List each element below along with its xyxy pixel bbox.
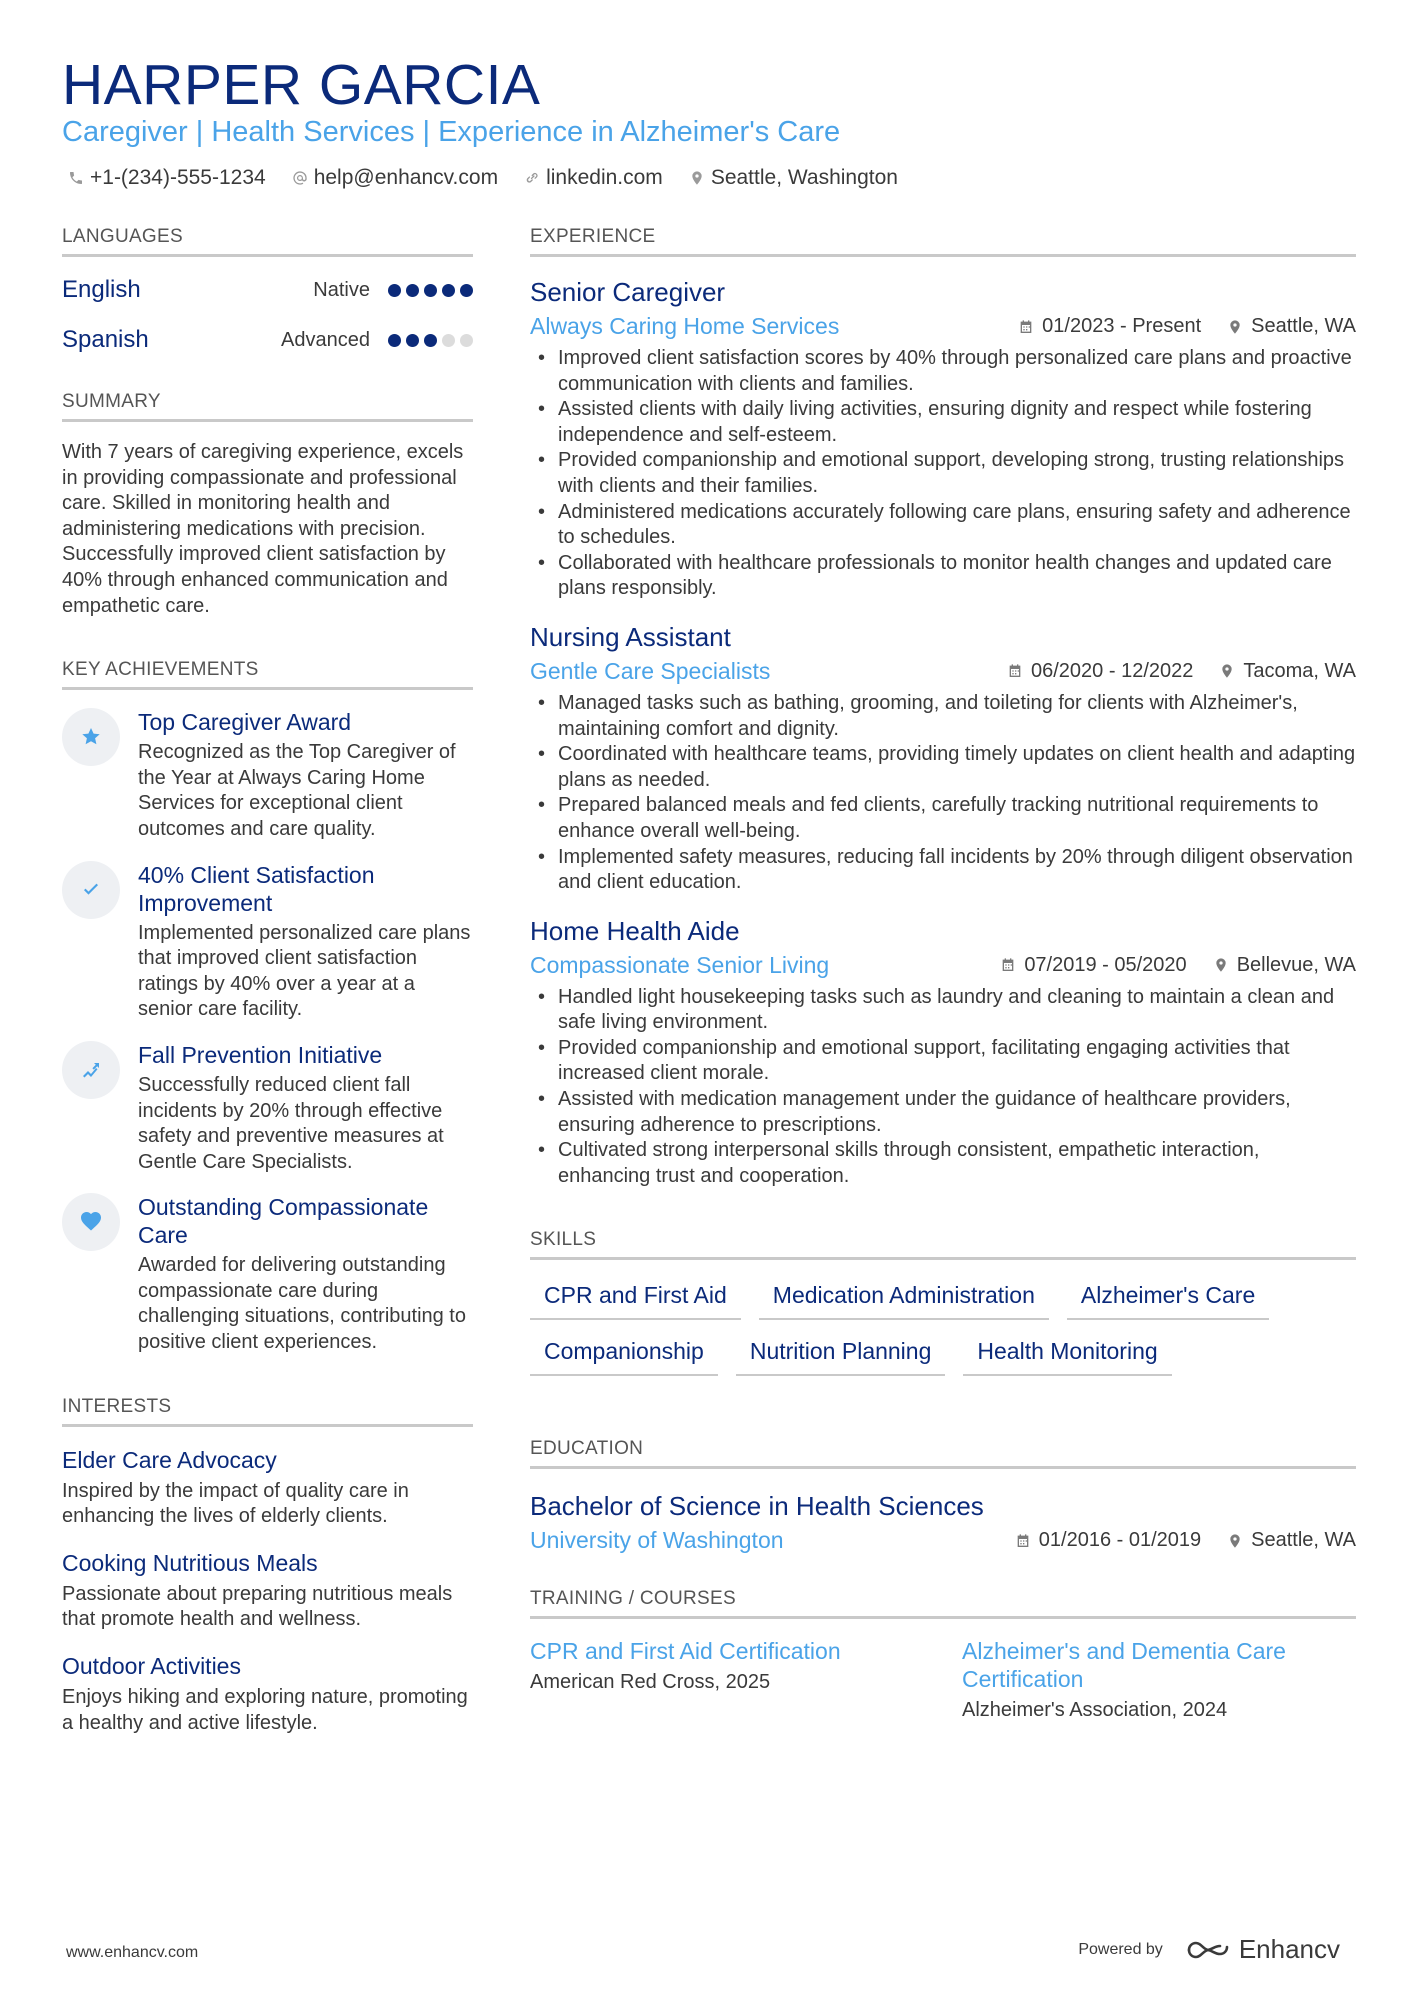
interest-description: Inspired by the impact of quality care in enhancing the lives of elderly clients. bbox=[62, 1479, 409, 1528]
achievement-item bbox=[62, 861, 473, 1023]
job-bullet: • Collaborated with healthcare professionals to monitor health changes and updated care plans responsibly. bbox=[530, 551, 1356, 602]
enhancv-logo-icon bbox=[1185, 1938, 1231, 1962]
proficiency-dot-empty bbox=[442, 334, 455, 347]
job-bullet: • Implemented safety measures, reducing fall incidents by 20% through diligent observation and client education. bbox=[530, 845, 1356, 896]
achievement-body bbox=[138, 1041, 473, 1175]
education-school: University of Washington bbox=[530, 1527, 784, 1554]
interests-heading: INTERESTS bbox=[62, 1396, 473, 1427]
achievement-body bbox=[138, 861, 473, 1023]
skills-list bbox=[530, 1274, 1356, 1376]
calendar-icon bbox=[1015, 1533, 1031, 1549]
job-bullet: • Provided companionship and emotional support, facilitating engaging activities that increased client morale. bbox=[530, 1036, 1356, 1087]
at-icon bbox=[292, 170, 308, 186]
course-title: CPR and First Aid Certification bbox=[530, 1638, 841, 1665]
map-pin-icon bbox=[1213, 957, 1229, 973]
achievement-body bbox=[138, 1193, 473, 1355]
job-entry bbox=[530, 620, 1356, 896]
skill-tag: Medication Administration bbox=[759, 1274, 1049, 1320]
contact-phone-text: +1-(234)-555-1234 bbox=[90, 166, 266, 189]
course-provider: American Red Cross, 2025 bbox=[530, 1671, 771, 1694]
job-location bbox=[1219, 660, 1356, 683]
job-location-text: Seattle, WA bbox=[1251, 315, 1356, 337]
job-dates bbox=[1000, 954, 1186, 977]
training-list bbox=[530, 1637, 1356, 1722]
language-proficiency-dots bbox=[388, 334, 473, 347]
job-bullet: • Improved client satisfaction scores by 40% through personalized care plans and proactive communication with clients and families. bbox=[530, 346, 1356, 397]
proficiency-dot-filled bbox=[406, 284, 419, 297]
map-pin-icon bbox=[1227, 319, 1243, 335]
job-bullets bbox=[530, 691, 1356, 896]
trend-icon bbox=[79, 1058, 103, 1082]
summary-heading: SUMMARY bbox=[62, 391, 473, 422]
proficiency-dot-filled bbox=[442, 284, 455, 297]
education-location bbox=[1227, 1529, 1356, 1552]
proficiency-dot-empty bbox=[460, 334, 473, 347]
education-location-text: Seattle, WA bbox=[1251, 1529, 1356, 1552]
job-meta bbox=[530, 313, 1356, 340]
languages-list bbox=[62, 265, 473, 365]
job-location-text: Bellevue, WA bbox=[1236, 953, 1356, 976]
job-entry bbox=[530, 914, 1356, 1190]
language-level: Native bbox=[313, 278, 370, 301]
job-location-text: Tacoma, WA bbox=[1243, 659, 1356, 682]
contact-linkedin[interactable] bbox=[524, 166, 663, 190]
job-entry bbox=[530, 275, 1356, 602]
job-dates-text: 06/2020 - 12/2022 bbox=[1031, 659, 1194, 682]
language-name: Spanish bbox=[62, 326, 149, 353]
job-bullet: • Assisted clients with daily living activities, ensuring dignity and respect while fostering independence and self-esteem. bbox=[530, 397, 1356, 448]
interest-description: Passionate about preparing nutritious meals that promote health and wellness. bbox=[62, 1582, 453, 1631]
job-title: Nursing Assistant bbox=[530, 621, 731, 652]
language-item bbox=[62, 265, 473, 315]
proficiency-dot-filled bbox=[424, 284, 437, 297]
job-title: Home Health Aide bbox=[530, 915, 740, 946]
job-location bbox=[1213, 954, 1356, 977]
job-dates-text: 01/2023 - Present bbox=[1042, 315, 1202, 337]
education-heading: EDUCATION bbox=[530, 1438, 1356, 1469]
job-dates bbox=[1018, 315, 1201, 338]
experience-heading: EXPERIENCE bbox=[530, 226, 1356, 257]
map-pin-icon bbox=[1219, 663, 1235, 679]
job-meta bbox=[530, 658, 1356, 685]
achievement-description: Recognized as the Top Caregiver of the Year at Always Caring Home Services for exceptional client outcomes and care quality. bbox=[138, 741, 456, 840]
achievement-title: 40% Client Satisfaction Improvement bbox=[138, 861, 375, 916]
brand-logo[interactable] bbox=[1185, 1934, 1340, 1965]
calendar-icon bbox=[1007, 663, 1023, 679]
job-bullet: • Assisted with medication management under the guidance of healthcare providers, ensuring adherence to prescriptions. bbox=[530, 1087, 1356, 1138]
course-provider: Alzheimer's Association, 2024 bbox=[962, 1699, 1228, 1722]
contact-location bbox=[689, 166, 898, 190]
job-location bbox=[1227, 315, 1356, 338]
candidate-name: HARPER GARCIA bbox=[62, 53, 541, 117]
interest-item bbox=[62, 1651, 473, 1736]
summary-text: With 7 years of caregiving experience, excels in providing compassionate and professional care. Skilled in monitoring health and administering medications with precision. Successfully improved client satisfaction by 40% through enhanced communication and empathetic care. bbox=[62, 441, 464, 617]
job-bullet: • Provided companionship and emotional support, developing strong, trusting relationships with clients and their families. bbox=[530, 448, 1356, 499]
achievement-icon-badge bbox=[62, 708, 120, 766]
job-bullet: • Handled light housekeeping tasks such as laundry and cleaning to maintain a clean and safe living environment. bbox=[530, 985, 1356, 1036]
left-column bbox=[62, 226, 473, 1736]
job-bullet: • Coordinated with healthcare teams, providing timely updates on client health and adapting plans as needed. bbox=[530, 742, 1356, 793]
job-bullet: • Administered medications accurately following care plans, ensuring safety and adherence to schedules. bbox=[530, 500, 1356, 551]
achievement-description: Awarded for delivering outstanding compassionate care during challenging situations, contributing to positive client experiences. bbox=[138, 1254, 466, 1354]
interest-item bbox=[62, 1548, 473, 1633]
job-title: Senior Caregiver bbox=[530, 277, 726, 307]
powered-by-label: Powered by bbox=[1078, 1940, 1163, 1958]
proficiency-dot-filled bbox=[388, 334, 401, 347]
right-column bbox=[530, 226, 1356, 1722]
achievement-icon-badge bbox=[62, 1041, 120, 1099]
course-item bbox=[530, 1637, 962, 1722]
education-dates-text: 01/2016 - 01/2019 bbox=[1038, 1529, 1202, 1552]
candidate-headline: Caregiver | Health Services | Experience in Alzheimer's Care bbox=[62, 116, 841, 148]
proficiency-dot-filled bbox=[406, 334, 419, 347]
skill-tag: Nutrition Planning bbox=[736, 1330, 946, 1376]
star-icon bbox=[79, 725, 103, 749]
check-icon bbox=[79, 878, 103, 902]
interest-title: Cooking Nutritious Meals bbox=[62, 1549, 318, 1576]
map-pin-icon bbox=[689, 170, 705, 186]
language-item bbox=[62, 315, 473, 365]
interest-description: Enjoys hiking and exploring nature, promoting a healthy and active lifestyle. bbox=[62, 1686, 468, 1734]
education-meta bbox=[530, 1527, 1356, 1554]
training-heading: TRAINING / COURSES bbox=[530, 1588, 1356, 1619]
phone-icon bbox=[68, 170, 84, 186]
language-name: English bbox=[62, 276, 141, 303]
course-item bbox=[962, 1637, 1342, 1722]
achievement-icon-badge bbox=[62, 861, 120, 919]
achievement-description: Successfully reduced client fall incidents by 20% through effective safety and preventive measures at Gentle Care Specialists. bbox=[138, 1073, 444, 1173]
achievement-title: Fall Prevention Initiative bbox=[138, 1041, 383, 1068]
achievement-item bbox=[62, 708, 473, 842]
skill-tag: CPR and First Aid bbox=[530, 1274, 741, 1320]
link-icon bbox=[524, 170, 540, 186]
interest-title: Elder Care Advocacy bbox=[62, 1446, 277, 1473]
calendar-icon bbox=[1018, 319, 1034, 335]
languages-heading: LANGUAGES bbox=[62, 226, 473, 257]
interest-item bbox=[62, 1445, 473, 1530]
job-bullets bbox=[530, 985, 1356, 1190]
course-title: Alzheimer's and Dementia Care Certification bbox=[962, 1638, 1286, 1693]
job-dates-text: 07/2019 - 05/2020 bbox=[1024, 953, 1187, 976]
proficiency-dot-filled bbox=[388, 284, 401, 297]
achievement-title: Outstanding Compassionate Care bbox=[138, 1194, 429, 1249]
job-bullet: • Cultivated strong interpersonal skills through consistent, empathetic interaction, enhancing trust and cooperation. bbox=[530, 1138, 1356, 1189]
job-bullets bbox=[530, 346, 1356, 602]
achievement-icon-badge bbox=[62, 1193, 120, 1251]
language-level: Advanced bbox=[281, 328, 370, 351]
job-company: Always Caring Home Services bbox=[530, 313, 840, 339]
contact-bar bbox=[68, 166, 898, 190]
contact-email-text: help@enhancv.com bbox=[313, 166, 499, 189]
education-degree: Bachelor of Science in Health Sciences bbox=[530, 1491, 984, 1522]
footer-website[interactable]: www.enhancv.com bbox=[66, 1944, 199, 1961]
calendar-icon bbox=[1000, 957, 1016, 973]
job-company: Compassionate Senior Living bbox=[530, 951, 830, 978]
contact-email[interactable] bbox=[292, 166, 498, 190]
skill-tag: Alzheimer's Care bbox=[1067, 1274, 1269, 1320]
education-dates bbox=[1015, 1529, 1201, 1552]
achievement-body bbox=[138, 708, 473, 842]
skills-heading: SKILLS bbox=[530, 1229, 1356, 1260]
footer-branding bbox=[1078, 1934, 1340, 1965]
brand-name: Enhancv bbox=[1238, 1934, 1340, 1964]
map-pin-icon bbox=[1227, 1533, 1243, 1549]
job-dates bbox=[1007, 660, 1193, 683]
contact-location-text: Seattle, Washington bbox=[710, 166, 898, 189]
achievement-item bbox=[62, 1041, 473, 1175]
interest-title: Outdoor Activities bbox=[62, 1653, 241, 1680]
job-bullet: • Managed tasks such as bathing, grooming, and toileting for clients with Alzheimer's, maintaining comfort and dignity. bbox=[530, 691, 1356, 742]
achievement-title: Top Caregiver Award bbox=[138, 709, 352, 736]
proficiency-dot-filled bbox=[460, 284, 473, 297]
job-bullet: • Prepared balanced meals and fed clients, carefully tracking nutritional requirements to enhance overall well-being. bbox=[530, 793, 1356, 844]
contact-linkedin-text: linkedin.com bbox=[546, 166, 663, 189]
achievements-heading: KEY ACHIEVEMENTS bbox=[62, 659, 473, 690]
job-company: Gentle Care Specialists bbox=[530, 657, 771, 684]
skill-tag: Companionship bbox=[530, 1330, 718, 1376]
proficiency-dot-filled bbox=[424, 334, 437, 347]
language-proficiency-dots bbox=[388, 284, 473, 297]
skill-tag: Health Monitoring bbox=[963, 1330, 1171, 1376]
heart-icon bbox=[79, 1210, 103, 1234]
job-meta bbox=[530, 952, 1356, 979]
achievement-item bbox=[62, 1193, 473, 1355]
contact-phone[interactable] bbox=[68, 166, 266, 190]
achievement-description: Implemented personalized care plans that improved client satisfaction ratings by 40% over a year at a senior care facility. bbox=[138, 921, 471, 1021]
